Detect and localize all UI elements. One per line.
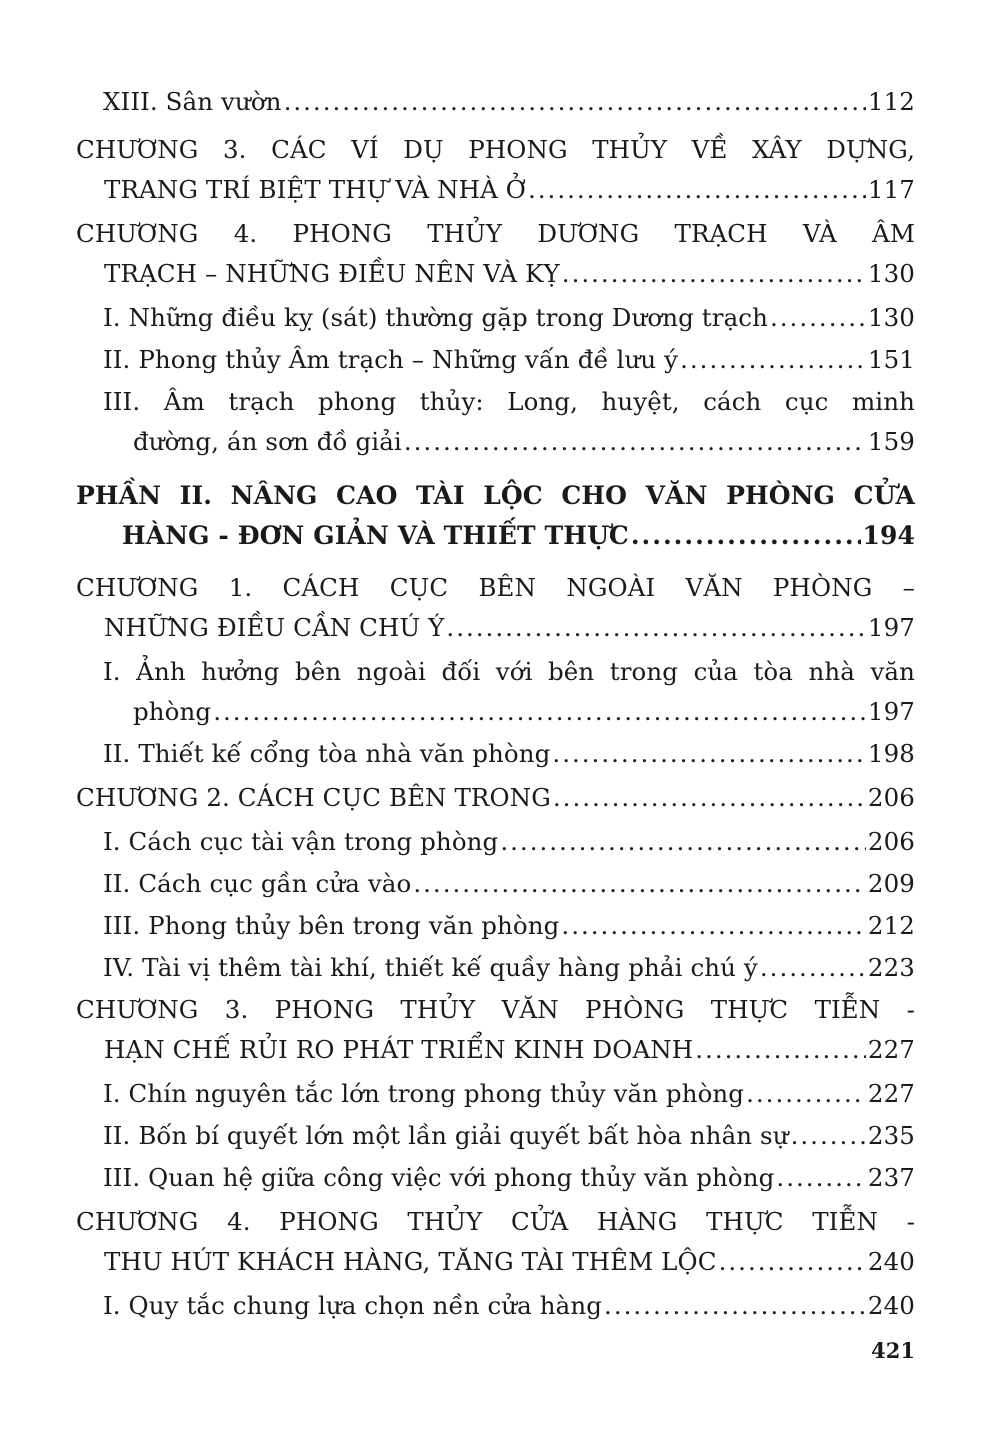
dot-leader [791, 1116, 866, 1156]
entry-page: 130 [867, 303, 915, 332]
toc-entry-chapter [0, 130, 1000, 210]
toc-entry-chapter [0, 990, 1000, 1070]
dot-leader [680, 340, 866, 380]
entry-title: I. Cách cục tài vận trong phòng [103, 827, 499, 856]
toc-entry-section [0, 1158, 1000, 1198]
entry-title: TRANG TRÍ BIỆT THỰ VÀ NHÀ Ở [104, 175, 526, 204]
toc-entry-section [0, 1074, 1000, 1114]
entry-page: 235 [867, 1121, 915, 1150]
entry-page: 151 [867, 345, 915, 374]
dot-leader [604, 1286, 866, 1326]
entry-page: 223 [867, 953, 915, 982]
dot-leader [562, 254, 866, 294]
entry-title: THU HÚT KHÁCH HÀNG, TĂNG TÀI THÊM LỘC [104, 1247, 717, 1276]
entry-title: II. Bốn bí quyết lớn một lần giải quyết bất hòa nhân sự [103, 1121, 789, 1150]
entry-page: 237 [867, 1163, 915, 1192]
entry-title: CHƯƠNG 2. CÁCH CỤC BÊN TRONG [76, 783, 551, 812]
toc-entry-chapter [0, 214, 1000, 294]
entry-title-line: CHƯƠNG 1. CÁCH CỤC BÊN NGOÀI VĂN PHÒNG – [76, 573, 915, 602]
entry-page: 198 [867, 739, 915, 768]
toc-entry-section [0, 298, 1000, 338]
dot-leader [404, 422, 866, 462]
entry-title: IV. Tài vị thêm tài khí, thiết kế quầy hàng phải chú ý [103, 953, 758, 982]
dot-leader [552, 734, 866, 774]
dot-leader [770, 298, 866, 338]
toc-entry-section [0, 1116, 1000, 1156]
entry-page: 130 [867, 259, 915, 288]
toc-entry-section [0, 340, 1000, 380]
toc-entry-section [0, 822, 1000, 862]
toc-entry-section [0, 864, 1000, 904]
entry-title: III. Phong thủy bên trong văn phòng [103, 911, 560, 940]
page-number: 421 [871, 1338, 915, 1363]
entry-page: 240 [867, 1291, 915, 1320]
toc-entry-section [0, 382, 1000, 462]
entry-title: phòng [133, 697, 212, 726]
entry-title-line: PHẦN II. NÂNG CAO TÀI LỘC CHO VĂN PHÒNG CỬA [76, 481, 915, 510]
entry-title: II. Phong thủy Âm trạch – Những vấn đề lưu ý [103, 345, 679, 374]
toc-entry-section [0, 652, 1000, 732]
entry-page: 209 [867, 869, 915, 898]
entry-page: 159 [867, 427, 915, 456]
entry-page: 206 [867, 827, 915, 856]
entry-page: 227 [867, 1079, 915, 1108]
entry-title: TRẠCH – NHỮNG ĐIỀU NÊN VÀ KỴ [104, 259, 560, 288]
entry-title: HÀNG - ĐƠN GIẢN VÀ THIẾT THỰC [122, 521, 629, 550]
entry-title: XIII. Sân vườn [103, 87, 282, 116]
dot-leader [695, 1030, 866, 1070]
toc-entry-chapter [0, 1202, 1000, 1282]
entry-title: II. Cách cục gần cửa vào [103, 869, 412, 898]
entry-page: 194 [862, 521, 915, 550]
toc-entry-section [0, 906, 1000, 946]
table-of-contents [0, 82, 1000, 1326]
entry-page: 197 [867, 697, 915, 726]
entry-title: III. Quan hệ giữa công việc với phong thủy văn phòng [103, 1163, 775, 1192]
entry-title-line: CHƯƠNG 3. PHONG THỦY VĂN PHÒNG THỰC TIỄN - [76, 995, 915, 1024]
dot-leader [528, 170, 866, 210]
dot-leader [213, 692, 866, 732]
dot-leader [413, 864, 866, 904]
entry-title-line: III. Âm trạch phong thủy: Long, huyệt, cách cục minh [103, 387, 915, 416]
entry-page: 212 [867, 911, 915, 940]
entry-page: 117 [867, 175, 915, 204]
entry-title-line: CHƯƠNG 4. PHONG THỦY DƯƠNG TRẠCH VÀ ÂM [76, 219, 915, 248]
dot-leader [631, 516, 861, 556]
dot-leader [760, 948, 866, 988]
dot-leader [561, 906, 866, 946]
entry-page: 206 [867, 783, 915, 812]
toc-entry-part [0, 476, 1000, 556]
entry-title: đường, án sơn đồ giải [133, 427, 402, 456]
dot-leader [719, 1242, 866, 1282]
toc-entry-section [0, 734, 1000, 774]
dot-leader [553, 778, 866, 818]
entry-page: 240 [867, 1247, 915, 1276]
dot-leader [776, 1158, 866, 1198]
entry-page: 227 [867, 1035, 915, 1064]
dot-leader [746, 1074, 866, 1114]
toc-entry-chapter [0, 778, 1000, 818]
entry-title: II. Thiết kế cổng tòa nhà văn phòng [103, 739, 551, 768]
toc-entry-section [0, 1286, 1000, 1326]
toc-entry-chapter [0, 568, 1000, 648]
entry-title: HẠN CHẾ RỦI RO PHÁT TRIỂN KINH DOANH [104, 1035, 694, 1064]
entry-page: 197 [867, 613, 915, 642]
entry-page: 112 [867, 87, 915, 116]
entry-title-line: CHƯƠNG 3. CÁC VÍ DỤ PHONG THỦY VỀ XÂY DỰNG, [76, 135, 915, 164]
entry-title-line: CHƯƠNG 4. PHONG THỦY CỬA HÀNG THỰC TIỄN - [76, 1207, 915, 1236]
entry-title: I. Những điều kỵ (sát) thường gặp trong Dương trạch [103, 303, 768, 332]
toc-entry-section [0, 82, 1000, 122]
dot-leader [446, 608, 866, 648]
entry-title: I. Quy tắc chung lựa chọn nền cửa hàng [103, 1291, 603, 1320]
dot-leader [500, 822, 866, 862]
entry-title: NHỮNG ĐIỀU CẦN CHÚ Ý [104, 613, 445, 642]
entry-title: I. Chín nguyên tắc lớn trong phong thủy văn phòng [103, 1079, 745, 1108]
entry-title-line: I. Ảnh hưởng bên ngoài đối với bên trong của tòa nhà văn [103, 657, 915, 686]
toc-entry-section [0, 948, 1000, 988]
dot-leader [284, 82, 866, 122]
